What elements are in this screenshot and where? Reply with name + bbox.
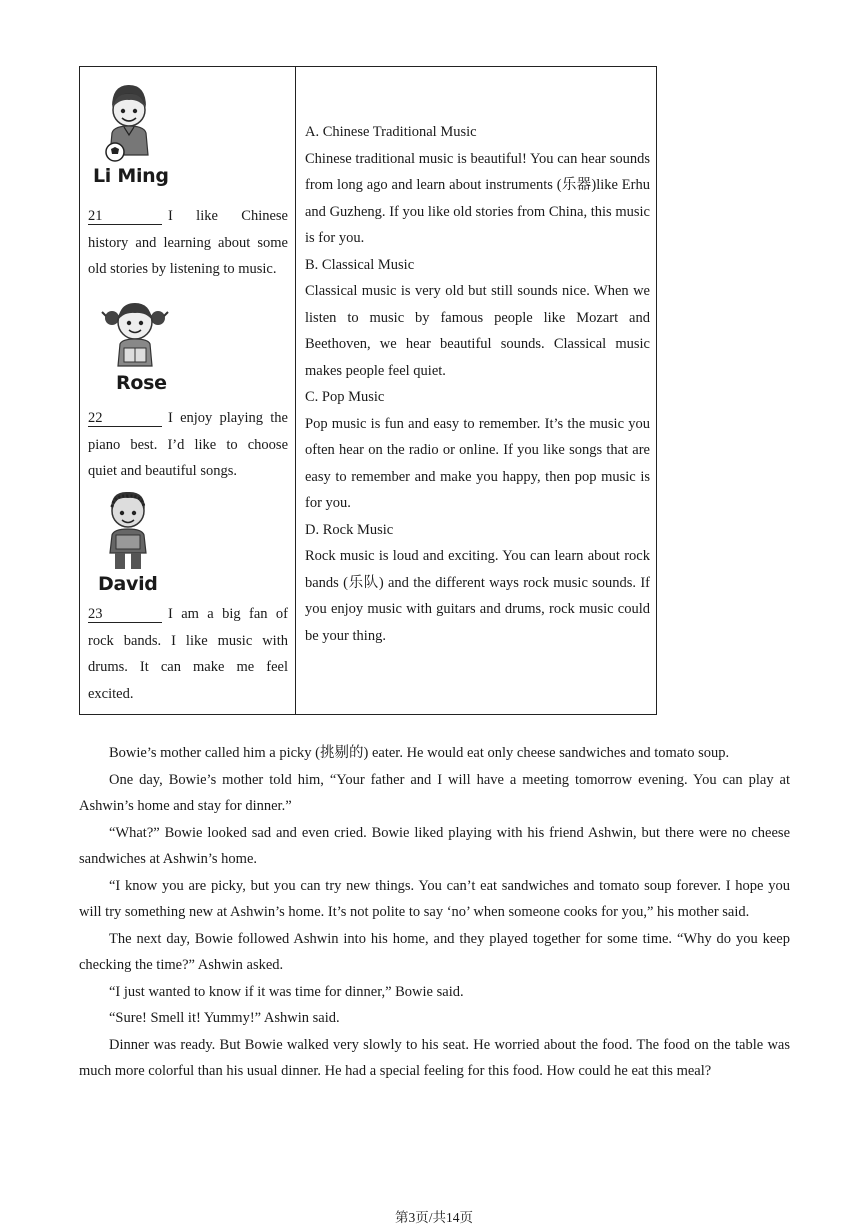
story-paragraph: Dinner was ready. But Bowie walked very slowly to his seat. He worried about the food. The food on the table was much more colorful than his usual dinner. He had a special feeling for this food. How could he eat this meal? (79, 1036, 790, 1079)
option-c-title: C. Pop Music (305, 389, 385, 405)
story-paragraph: “Sure! Smell it! Yummy!” Ashwin said. (109, 1010, 340, 1026)
answer-blank-23[interactable]: 23 (88, 606, 162, 623)
column-divider (295, 67, 296, 714)
story-paragraph: Bowie’s mother called him a picky (挑剔的) eater. He would eat only cheese sandwiches and tomato soup. (109, 745, 730, 761)
story-paragraph: “I know you are picky, but you can try new things. You can’t eat sandwiches and tomato soup forever. I hope you will try something new at Ashwin’s home. It’s not polite to say ‘no’ when someone cooks for you,” his mother said. (79, 877, 790, 920)
matching-table (79, 66, 657, 715)
question-23 (88, 601, 288, 707)
story-paragraph: “I just wanted to know if it was time for dinner,” Bowie said. (109, 983, 464, 1000)
answer-blank-21[interactable]: 21 (88, 208, 162, 225)
question-21-text: I like Chinese history and learning about some old stories by listening to music. (88, 208, 288, 277)
rose-girl-icon (100, 292, 170, 372)
question-22 (88, 405, 288, 485)
option-a (305, 119, 650, 252)
option-a-text: Chinese traditional music is beautiful! You can hear sounds from long ago and learn about instruments (乐器)like Erhu and Guzheng. If you like old stories from China, this music is for you. (305, 150, 650, 246)
option-b-text: Classical music is very old but still sounds nice. When we listen to music by famous people like Mozart and Beethoven, we hear beautiful sounds. Classical music makes people feel quiet. (305, 283, 650, 379)
person-name-rose: Rose (116, 372, 167, 394)
option-d (305, 517, 650, 650)
option-d-text: Rock music is loud and exciting. You can learn about rock bands (乐队) and the different ways rock music sounds. If you enjoy music with guitars and drums, rock music could be your thing. (305, 548, 650, 644)
option-b (305, 252, 650, 385)
options-column (305, 119, 650, 649)
option-a-title: A. Chinese Traditional Music (305, 124, 477, 140)
question-21 (88, 203, 288, 283)
li-ming-boy-icon (98, 77, 160, 163)
option-b-title: B. Classical Music (305, 256, 415, 273)
option-c-text: Pop music is fun and easy to remember. It’s the music you often hear on the radio or online. If you like songs that are easy to remember and make you happy, then pop music is for you. (305, 415, 650, 511)
question-23-text: I am a big fan of rock bands. I like music with drums. It can make me feel excited. (88, 606, 288, 702)
david-boy-icon (100, 487, 156, 573)
person-name-li-ming: Li Ming (93, 165, 169, 187)
story-passage (79, 740, 790, 1085)
option-d-title: D. Rock Music (305, 521, 394, 538)
answer-blank-22[interactable]: 22 (88, 410, 162, 427)
option-c (305, 384, 650, 517)
question-22-text: I enjoy playing the piano best. I’d like to choose quiet and beautiful songs. (88, 410, 288, 479)
story-paragraph: The next day, Bowie followed Ashwin into his home, and they played together for some time. “Why do you keep checking the time?” Ashwin asked. (79, 930, 790, 973)
page-number: 第3页/共14页 (394, 1210, 473, 1225)
story-paragraph: “What?” Bowie looked sad and even cried. Bowie liked playing with his friend Ashwin, but there were no cheese sandwiches at Ashwin’s home. (79, 824, 790, 867)
person-name-david: David (98, 573, 158, 595)
story-paragraph: One day, Bowie’s mother told him, “Your father and I will have a meeting tomorrow evening. You can play at Ashwin’s home and stay for dinner.” (79, 771, 790, 814)
